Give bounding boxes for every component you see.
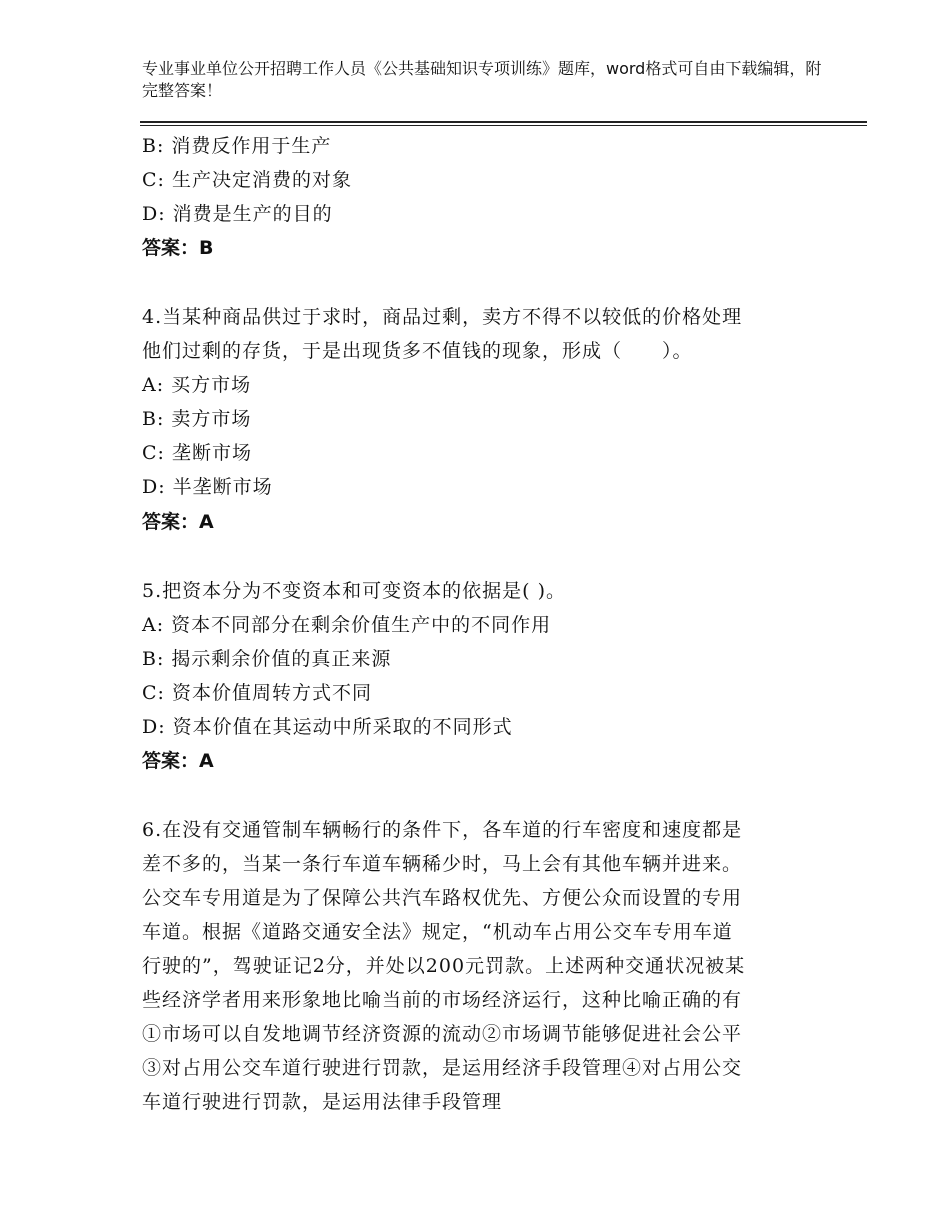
q3-answer: 答案：B bbox=[142, 237, 214, 259]
q5-stem: 5.把资本分为不变资本和可变资本的依据是( )。 bbox=[142, 580, 566, 602]
q6-stem-line-6: 些经济学者用来形象地比喻当前的市场经济运行，这种比喻正确的有 bbox=[142, 989, 743, 1011]
q4-option-c: C: 垄断市场 bbox=[142, 442, 252, 464]
q6-stem-line-4: 车道。根据《道路交通安全法》规定，“机动车占用公交车专用车道 bbox=[142, 921, 733, 943]
q5-option-b: B: 揭示剩余价值的真正来源 bbox=[142, 648, 392, 670]
q6-stem-line-2: 差不多的，当某一条行车道车辆稀少时，马上会有其他车辆并进来。 bbox=[142, 853, 743, 875]
q3-option-b: B: 消费反作用于生产 bbox=[142, 135, 332, 157]
q4-answer: 答案：A bbox=[142, 511, 214, 533]
q4-option-a: A: 买方市场 bbox=[142, 374, 252, 396]
q6-stem-line-9: 车道行驶进行罚款，是运用法律手段管理 bbox=[142, 1091, 503, 1113]
q6-stem-line-7: ①市场可以自发地调节经济资源的流动②市场调节能够促进社会公平 bbox=[142, 1023, 743, 1045]
q3-option-d: D: 消费是生产的目的 bbox=[142, 203, 333, 225]
q5-option-a: A: 资本不同部分在剩余价值生产中的不同作用 bbox=[142, 614, 552, 636]
header-divider-thin bbox=[140, 125, 867, 126]
q6-stem-line-3: 公交车专用道是为了保障公共汽车路权优先、方便公众而设置的专用 bbox=[142, 887, 743, 909]
q6-stem-line-8: ③对占用公交车道行驶进行罚款，是运用经济手段管理④对占用公交 bbox=[142, 1057, 743, 1079]
header-divider bbox=[140, 121, 867, 127]
q6-stem-line-5: 行驶的”，驾驶证记2分，并处以200元罚款。上述两种交通状况被某 bbox=[142, 955, 746, 977]
q4-stem-line-2: 他们过剩的存货，于是出现货多不值钱的现象，形成（ ）。 bbox=[142, 340, 693, 362]
header-divider-thick bbox=[140, 121, 867, 123]
q5-option-c: C: 资本价值周转方式不同 bbox=[142, 682, 372, 704]
q4-stem-line-1: 4.当某种商品供过于求时，商品过剩，卖方不得不以较低的价格处理 bbox=[142, 306, 743, 328]
q5-option-d: D: 资本价值在其运动中所采取的不同形式 bbox=[142, 716, 513, 738]
q4-option-b: B: 卖方市场 bbox=[142, 408, 252, 430]
page-header-title: 专业事业单位公开招聘工作人员《公共基础知识专项训练》题库，word格式可自由下载编辑，附完整答案！ bbox=[142, 59, 822, 100]
q3-option-c: C: 生产决定消费的对象 bbox=[142, 169, 352, 191]
q4-option-d: D: 半垄断市场 bbox=[142, 476, 273, 498]
q6-stem-line-1: 6.在没有交通管制车辆畅行的条件下，各车道的行车密度和速度都是 bbox=[142, 819, 743, 841]
q5-answer: 答案：A bbox=[142, 750, 214, 772]
